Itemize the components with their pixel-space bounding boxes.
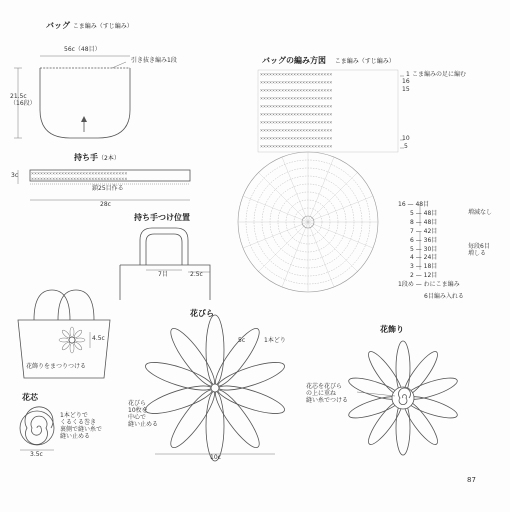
core-note: 1本どりで くるくる巻き 裏側で縫い糸で 縫い止める xyxy=(60,412,103,440)
chart-title: バッグの編み方図 こま編み（すじ編み） xyxy=(262,56,395,65)
petal-size-label: 5c xyxy=(238,337,246,344)
handle-stitches-mid: ×××××××××××××××××××××××××××××××× xyxy=(31,176,128,183)
page-number: 87 xyxy=(467,476,476,484)
chart-row-label-15: 15 xyxy=(402,86,410,93)
svg-text:××××××××××××××××××××××××: ×××××××××××××××××××××××× xyxy=(260,112,333,118)
flower-attach-note: 花飾りをまつりつける xyxy=(26,363,87,370)
bag-slip-note: 引き抜き編み1段 xyxy=(131,57,177,64)
svg-text:××××××××××××××××××××××××: ×××××××××××××××××××××××× xyxy=(260,88,333,94)
handle-title: 持ち手（2本） xyxy=(74,153,120,162)
svg-text:××××××××××××××××××××××××: ×××××××××××××××××××××××× xyxy=(260,120,333,126)
first-row-note: 6目編み入れる xyxy=(424,293,464,300)
handle-stitch-note: 鎖25目作る xyxy=(92,185,124,192)
row-count-item: 5 — 48目 xyxy=(410,209,438,217)
chart-top-note: こま編みの足に編む xyxy=(412,71,467,78)
row-count-item: 6 — 36目 xyxy=(410,236,438,244)
petal-title: 花びら xyxy=(190,309,214,318)
handle-height-label: 3c xyxy=(11,172,19,179)
petal-center-note: 花びら 10枚を 中心で 縫い止める xyxy=(128,400,159,428)
row-count-item: 2 — 12目 xyxy=(410,272,438,280)
tote-flower xyxy=(59,327,85,353)
handle-stitches-top: ×××××××××××××××××××××××××××××××× xyxy=(31,171,128,177)
chart-row-label-16: 16 xyxy=(402,78,410,85)
flower-size-label: 4.5c xyxy=(92,335,105,342)
svg-text:××××××××××××××××××××××××: ×××××××××××××××××××××××× xyxy=(260,104,333,110)
chart-row-label-1: 1 xyxy=(406,71,410,78)
bag-arrowhead xyxy=(81,116,87,122)
bag-slip-leader xyxy=(112,62,126,68)
bag-height-label: 21.5c （16段） xyxy=(10,93,36,107)
row-count-item: 1段め — わにこま編み xyxy=(398,281,460,289)
handle-loop-outer xyxy=(140,228,188,265)
svg-text:××××××××××××××××××××××××: ×××××××××××××××××××××××× xyxy=(260,144,333,150)
flower-note-leader xyxy=(357,392,395,396)
handle-loop-inner xyxy=(146,234,182,265)
flower-decoration xyxy=(347,341,460,455)
bag-title: バッグ こま編み（すじ編み） xyxy=(46,21,133,30)
handle-gap-label: 7目 xyxy=(158,271,168,278)
handle-position-diagram xyxy=(120,228,210,300)
crochet-chart xyxy=(238,70,420,292)
row-count-item: 3 — 18目 xyxy=(410,263,438,271)
row-count-item: 5 — 30目 xyxy=(410,245,438,253)
petal-strand-note: 1本どり xyxy=(264,337,286,344)
bag-width-label: 56c（48目） xyxy=(64,46,101,53)
core-title: 花芯 xyxy=(22,393,38,402)
flower-title: 花飾り xyxy=(380,325,404,334)
handle-length-label: 28c xyxy=(100,201,111,208)
svg-text:××××××××××××××××××××××××: ×××××××××××××××××××××××× xyxy=(260,136,333,142)
chart-row-label-5: 5 xyxy=(404,143,408,150)
handle-side-label: 2.5c xyxy=(190,271,203,278)
increase-note: 毎段6目 増しる xyxy=(468,243,490,257)
svg-text:××××××××××××××××××××××××: ×××××××××××××××××××××××× xyxy=(260,72,333,78)
chart-base-circle xyxy=(238,152,378,292)
svg-text:××××××××××××××××××××××××: ×××××××××××××××××××××××× xyxy=(260,96,333,102)
chart-row-counts xyxy=(398,201,460,290)
row-count-item: 16 — 48目 xyxy=(398,201,430,208)
row-count-item: 7 — 42目 xyxy=(410,227,438,235)
core-diagram xyxy=(20,407,54,450)
flower-note: 花芯を花びら の上に重ね 縫い糸でつける xyxy=(306,383,349,404)
no-increase-note: 増減なし xyxy=(468,209,493,216)
row-count-item: 4 — 24目 xyxy=(410,254,438,262)
svg-text:××××××××××××××××××××××××: ×××××××××××××××××××××××× xyxy=(260,128,333,134)
bag-outline xyxy=(40,68,130,138)
row-count-item: 8 — 48目 xyxy=(410,218,438,226)
bag-subtitle: こま編み（すじ編み） xyxy=(72,23,133,30)
svg-text:××××××××××××××××××××××××: ×××××××××××××××××××××××× xyxy=(260,80,333,86)
handle-position-title: 持ち手つけ位置 xyxy=(134,213,190,222)
chart-row-label-10: 10 xyxy=(402,135,410,142)
petal-width-label: 10c xyxy=(210,454,221,461)
core-size-label: 3.5c xyxy=(30,451,43,458)
